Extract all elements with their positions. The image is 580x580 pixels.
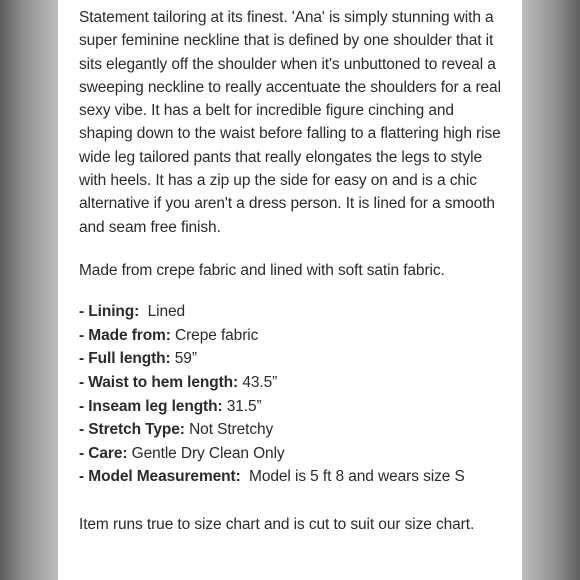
spec-value: Crepe fabric: [170, 326, 259, 344]
spec-item-stretch-type: [79, 418, 504, 442]
spec-item-inseam: [79, 395, 504, 419]
spec-label: - Inseam leg length:: [79, 397, 223, 415]
spec-item-full-length: [79, 347, 504, 371]
spec-value: Gentle Dry Clean Only: [127, 444, 285, 462]
spec-value: Model is 5 ft 8 and wears size S: [240, 468, 465, 486]
spec-value: 31.5”: [222, 397, 262, 415]
spec-item-model-measurement: [79, 465, 504, 489]
spec-value: Lined: [139, 303, 186, 321]
spec-label: - Waist to hem length:: [79, 374, 239, 392]
spec-label: - Care:: [79, 444, 128, 462]
left-gray-margin: [0, 0, 58, 580]
fabric-note: Made from crepe fabric and lined with soft satin fabric.: [79, 261, 445, 279]
spec-value: 59”: [170, 350, 197, 368]
spec-item-waist-to-hem: [79, 371, 504, 395]
product-description-card: [58, 0, 522, 580]
fit-note: Item runs true to size chart and is cut to suit our size chart.: [79, 516, 475, 534]
spec-value: Not Stretchy: [184, 421, 274, 439]
spec-label: - Stretch Type:: [79, 421, 185, 439]
spec-value: 43.5”: [238, 374, 278, 392]
spec-label: - Lining:: [79, 303, 140, 321]
spec-item-lining: [79, 300, 504, 324]
spec-item-made-from: [79, 324, 504, 348]
spec-label: - Full length:: [79, 350, 171, 368]
description-paragraph: Statement tailoring at its finest. 'Ana' is simply stunning with a super feminine neckline that is defined by one shoulder that it sits elegantly off the shoulder when it's unbuttoned to reveal a sweeping neckline to really accentuate the shoulders for a real sexy vibe. It has a belt for incredible figure cinching and shaping down to the waist before falling to a flattering high rise wide leg tailored pants that really elongates the legs to style with heels. It has a zip up the side for easy on and is a chic alternative if you aren't a dress person. It is lined for a smooth and seam free finish.: [79, 9, 501, 236]
right-gray-margin: [522, 0, 580, 580]
spec-label: - Made from:: [79, 326, 171, 344]
spec-item-care: [79, 442, 504, 466]
spec-label: - Model Measurement:: [79, 468, 241, 486]
spec-list: [79, 300, 504, 489]
